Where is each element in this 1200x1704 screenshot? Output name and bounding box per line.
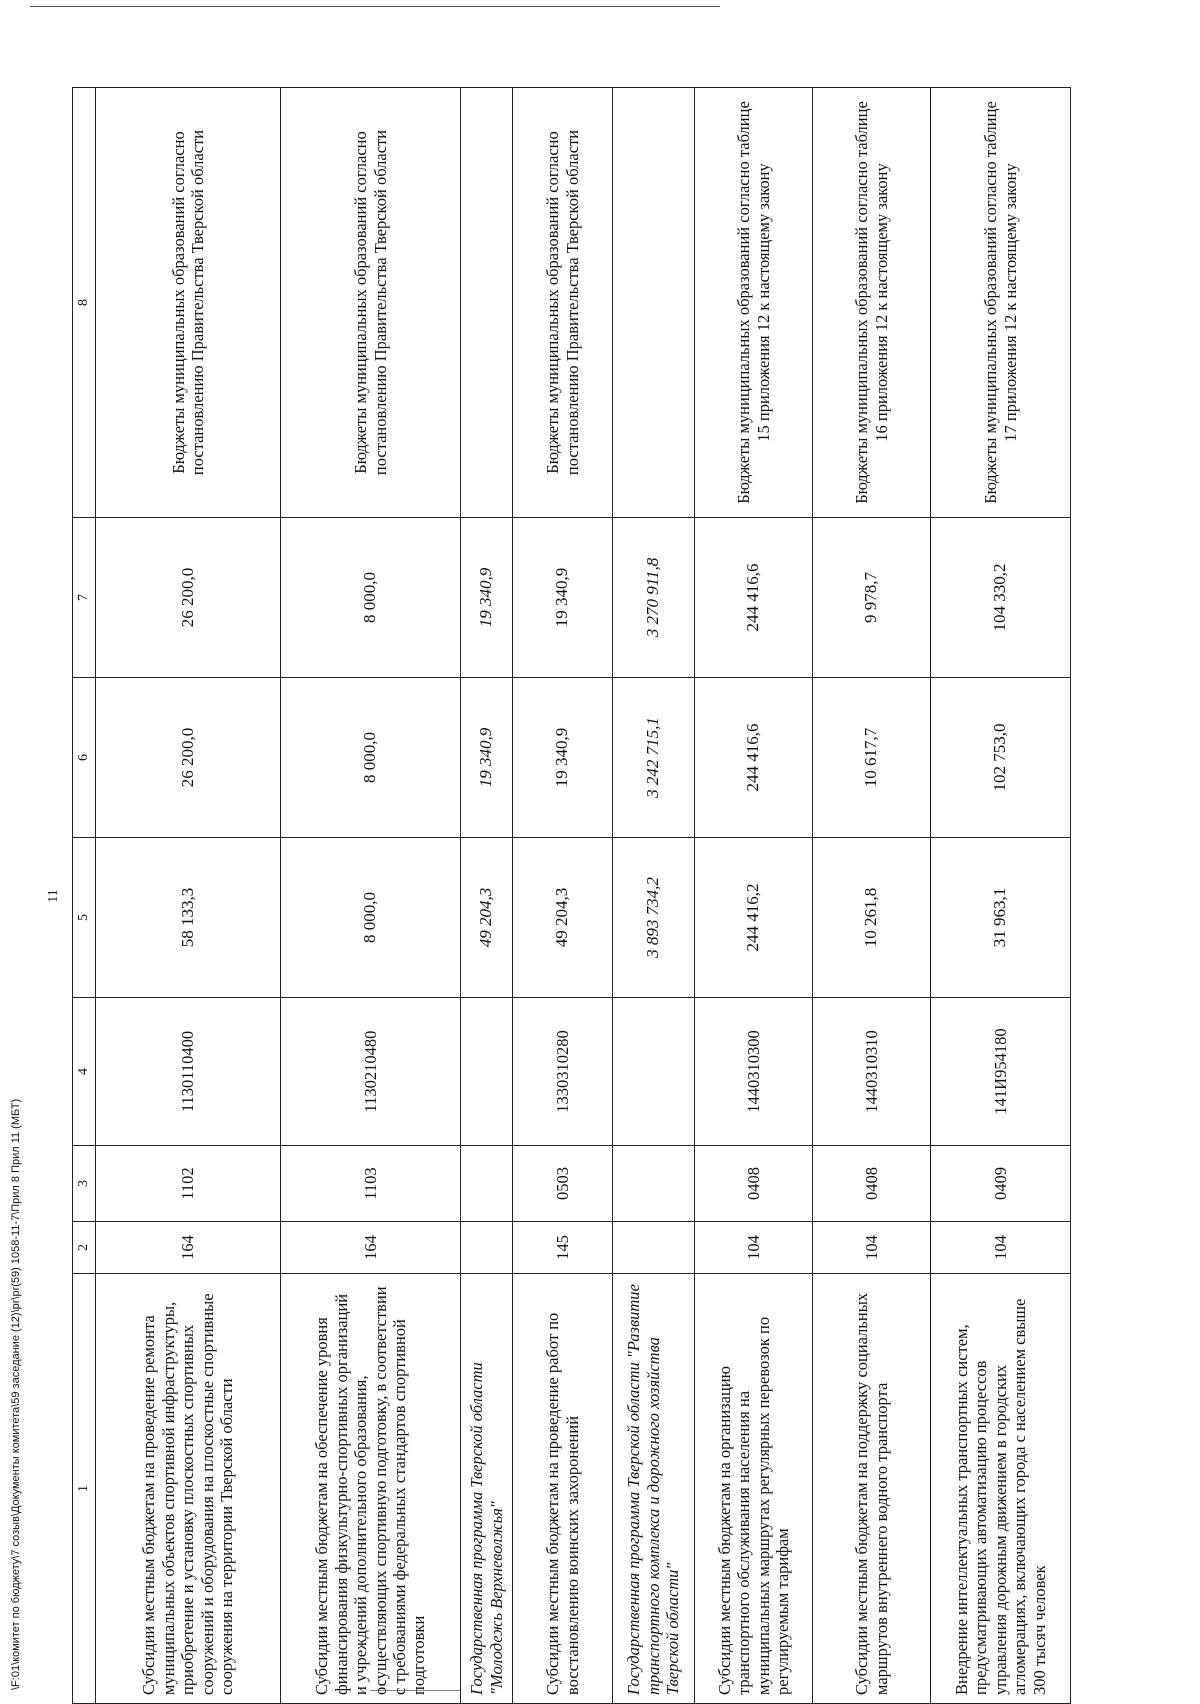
row-recipient: Бюджеты муниципальных образований согласно таблице 15 приложения 12 к настоящему закону [695, 88, 813, 518]
row-value-5: 31 963,1 [931, 838, 1071, 998]
header-row [73, 88, 96, 1704]
row-code-3 [461, 1146, 513, 1222]
row-value-6: 8 000,0 [281, 678, 461, 838]
table-row [96, 88, 281, 1704]
row-code-4 [613, 998, 695, 1146]
row-description: Субсидии местным бюджетам на обеспечение уровня финансирования физкультурно-спортивных организаций и учреждений дополнительного образования, осуществляющих спортивную подготовку, в соответствии с требованиями федеральных стандартов спортивной подготовки [281, 1274, 461, 1704]
row-code-2: 145 [513, 1222, 613, 1274]
row-value-6: 26 200,0 [96, 678, 281, 838]
row-value-7: 104 330,2 [931, 518, 1071, 678]
col-header-3: 3 [73, 1146, 96, 1222]
col-header-4: 4 [73, 998, 96, 1146]
row-value-7: 8 000,0 [281, 518, 461, 678]
table-row [281, 88, 461, 1704]
col-header-7: 7 [73, 518, 96, 678]
row-code-2: 104 [931, 1222, 1071, 1274]
row-description: Субсидии местным бюджетам на организацию транспортного обслуживания населения на муниципальных маршрутах регулярных перевозок по регулируемым тарифам [695, 1274, 813, 1704]
row-code-4 [461, 998, 513, 1146]
row-description: Субсидии местным бюджетам на проведение ремонта муниципальных объектов спортивной инфраструктуры, приобретение и установку плоскостных спортивных сооружений и оборудования на плоскостные спортивные сооружения на территории Тверской области [96, 1274, 281, 1704]
row-recipient: Бюджеты муниципальных образований согласно постановлению Правительства Тверской области [281, 88, 461, 518]
row-recipient: Бюджеты муниципальных образований согласно таблице 16 приложения 12 к настоящему закону [813, 88, 931, 518]
rotated-page [46, 88, 1190, 1704]
table-row [813, 88, 931, 1704]
table-row [461, 88, 513, 1704]
row-code-3: 0408 [695, 1146, 813, 1222]
row-description: Внедрение интеллектуальных транспортных систем, предусматривающих автоматизацию процессов управления дорожным движением в городских агломерациях, включающих города с населением свыше 300 тысяч человек [931, 1274, 1071, 1704]
row-value-6: 10 617,7 [813, 678, 931, 838]
row-value-6: 3 242 715,1 [613, 678, 695, 838]
row-value-6: 102 753,0 [931, 678, 1071, 838]
row-recipient: Бюджеты муниципальных образований согласно постановлению Правительства Тверской области [96, 88, 281, 518]
row-code-4: 141И954180 [931, 998, 1071, 1146]
row-code-4: 1330310280 [513, 998, 613, 1146]
row-description: Государственная программа Тверской области "Молодежь Верхневолжья" [461, 1274, 513, 1704]
table-row [931, 88, 1071, 1704]
row-code-3 [613, 1146, 695, 1222]
col-header-6: 6 [73, 678, 96, 838]
row-code-3: 1103 [281, 1146, 461, 1222]
table-row [613, 88, 695, 1704]
row-code-4: 1130110400 [96, 998, 281, 1146]
row-value-5: 244 416,2 [695, 838, 813, 998]
row-value-5: 10 261,8 [813, 838, 931, 998]
row-code-4: 1440310310 [813, 998, 931, 1146]
row-value-5: 58 133,3 [96, 838, 281, 998]
row-code-2: 164 [96, 1222, 281, 1274]
row-value-7: 9 978,7 [813, 518, 931, 678]
row-code-4: 1130210480 [281, 998, 461, 1146]
row-value-6: 19 340,9 [461, 678, 513, 838]
col-header-2: 2 [73, 1222, 96, 1274]
row-code-3: 0408 [813, 1146, 931, 1222]
row-recipient: Бюджеты муниципальных образований согласно постановлению Правительства Тверской области [513, 88, 613, 518]
row-code-3: 0409 [931, 1146, 1071, 1222]
row-description: Государственная программа Тверской области "Развитие транспортного комплекса и дорожного хозяйства Тверской области" [613, 1274, 695, 1704]
row-code-4: 1440310300 [695, 998, 813, 1146]
row-description: Субсидии местным бюджетам на проведение работ по восстановлению воинских захоронений [513, 1274, 613, 1704]
table-row [513, 88, 613, 1704]
row-value-6: 19 340,9 [513, 678, 613, 838]
row-recipient [461, 88, 513, 518]
row-value-5: 49 204,3 [513, 838, 613, 998]
row-code-2 [613, 1222, 695, 1274]
col-header-5: 5 [73, 838, 96, 998]
row-value-7: 19 340,9 [513, 518, 613, 678]
row-code-3: 1102 [96, 1146, 281, 1222]
row-recipient [613, 88, 695, 518]
row-code-2 [461, 1222, 513, 1274]
table-row [695, 88, 813, 1704]
budget-table [72, 87, 1071, 1704]
row-value-7: 26 200,0 [96, 518, 281, 678]
row-value-5: 3 893 734,2 [613, 838, 695, 998]
col-header-1: 1 [73, 1274, 96, 1704]
row-code-3: 0503 [513, 1146, 613, 1222]
row-description: Субсидии местным бюджетам на поддержку социальных маршрутов внутреннего водного транспорта [813, 1274, 931, 1704]
row-value-5: 8 000,0 [281, 838, 461, 998]
row-value-7: 244 416,6 [695, 518, 813, 678]
col-header-8: 8 [73, 88, 96, 518]
row-value-7: 3 270 911,8 [613, 518, 695, 678]
row-code-2: 104 [813, 1222, 931, 1274]
file-path-footer: \F:01\комитет по бюджету\7 созыв\Документы комитета\59 заседание (12)\pr\pr(59) 1058-11-7\Прил 8 Прил 11 (МБТ) [10, 1098, 22, 1690]
row-recipient: Бюджеты муниципальных образований согласно таблице 17 приложения 12 к настоящему закону [931, 88, 1071, 518]
row-value-7: 19 340,9 [461, 518, 513, 678]
row-value-6: 244 416,6 [695, 678, 813, 838]
page-number: 11 [46, 889, 61, 903]
row-code-2: 104 [695, 1222, 813, 1274]
row-code-2: 164 [281, 1222, 461, 1274]
row-value-5: 49 204,3 [461, 838, 513, 998]
top-rule [30, 6, 720, 7]
